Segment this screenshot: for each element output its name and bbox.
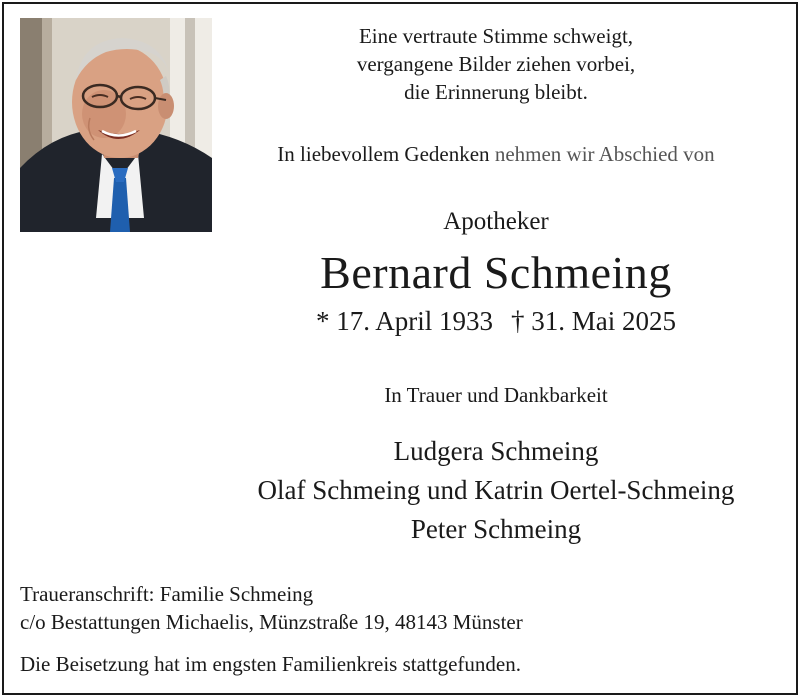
birth-date: * 17. April 1933	[315, 306, 493, 336]
profession: Apotheker	[443, 208, 549, 235]
condolence-address	[20, 580, 523, 636]
poem-line-1: Eine vertraute Stimme schweigt,	[358, 24, 634, 48]
poem-line-2: vergangene Bilder ziehen vorbei,	[356, 52, 636, 76]
life-dates	[216, 306, 776, 337]
family-list	[216, 432, 776, 549]
family-member: Peter Schmeing	[410, 514, 582, 544]
obituary-notice	[2, 2, 798, 695]
family-member: Olaf Schmeing und Katrin Oertel-Schmeing	[257, 475, 735, 505]
death-date: † 31. Mai 2025	[511, 306, 676, 336]
portrait-photo	[20, 18, 212, 232]
deceased-name: Bernard Schmeing	[320, 247, 672, 298]
address-line-2: c/o Bestattungen Michaelis, Münzstraße 19, 48143 Münster	[20, 610, 523, 634]
intro-line	[216, 142, 776, 167]
poem-line-3: die Erinnerung bleibt.	[404, 80, 588, 104]
intro-part-1: In liebevollem Gedenken	[277, 142, 490, 166]
intro-part-2: nehmen wir Abschied von	[494, 142, 715, 166]
burial-note: Die Beisetzung hat im engsten Familienkreis stattgefunden.	[20, 652, 521, 676]
address-line-1: Traueranschrift: Familie Schmeing	[20, 582, 314, 606]
family-member: Ludgera Schmeing	[393, 436, 599, 466]
mourning-line: In Trauer und Dankbarkeit	[384, 383, 608, 407]
memorial-poem	[216, 22, 776, 106]
